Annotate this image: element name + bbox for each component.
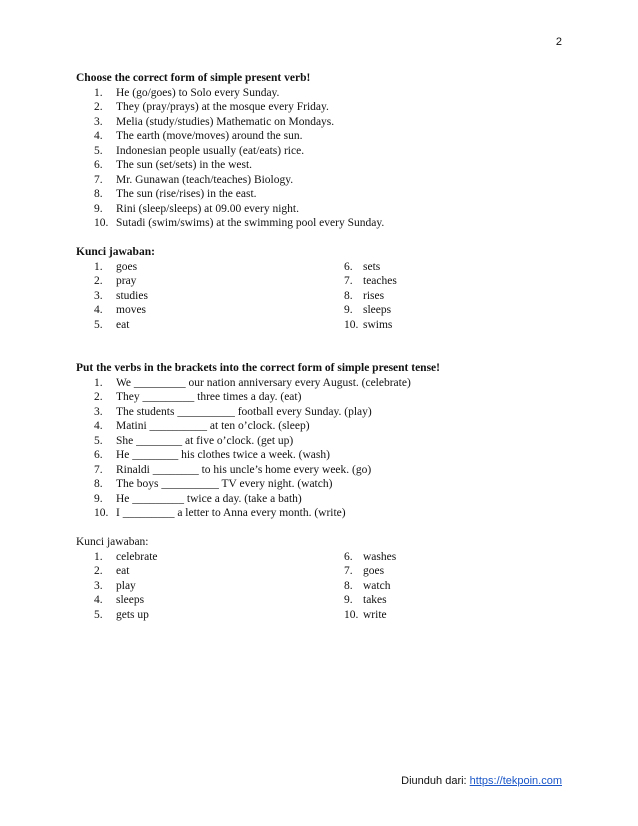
answer-text: goes <box>363 565 385 577</box>
answer-item <box>76 593 344 608</box>
item-number: 3. <box>94 115 103 128</box>
list-item <box>76 419 576 434</box>
answers2-grid <box>76 550 576 623</box>
item-text: Indonesian people usually (eat/eats) rice. <box>116 144 305 157</box>
list-item <box>76 216 576 231</box>
item-number: 7. <box>94 463 103 476</box>
answer-item <box>344 318 397 333</box>
list-item <box>76 115 576 130</box>
answer-item <box>344 608 396 623</box>
item-number: 10. <box>94 507 109 519</box>
answer-number: 2. <box>94 275 103 287</box>
answer-number: 9. <box>344 594 353 606</box>
answer-item <box>344 593 396 608</box>
item-text: Melia (study/studies) Mathematic on Mondays. <box>116 115 335 128</box>
item-text: Sutadi (swim/swims) at the swimming pool every Sunday. <box>116 217 385 229</box>
answer-text: takes <box>363 594 387 606</box>
answer-number: 10. <box>344 318 359 331</box>
answer-item <box>344 274 397 289</box>
item-text: Rini (sleep/sleeps) at 09.00 every night. <box>116 202 300 215</box>
answer-item <box>76 303 344 318</box>
item-text: She ________ at five o’clock. (get up) <box>116 434 294 447</box>
item-text: The sun (rise/rises) in the east. <box>116 188 257 200</box>
answer-item <box>344 550 396 565</box>
item-text: They (pray/prays) at the mosque every Friday. <box>116 101 329 113</box>
item-text: The sun (set/sets) in the west. <box>116 159 253 171</box>
answer-item <box>76 274 344 289</box>
answer-number: 8. <box>344 579 353 592</box>
answer-text: gets up <box>116 608 149 621</box>
answer-text: eat <box>116 565 130 577</box>
footer <box>401 775 562 787</box>
answer-number: 3. <box>94 579 103 592</box>
section2-heading: Put the verbs in the brackets into the correct form of simple present tense! <box>76 362 440 374</box>
answer-number: 8. <box>344 289 353 302</box>
answer-text: studies <box>116 289 148 302</box>
item-number: 2. <box>94 101 103 113</box>
item-number: 4. <box>94 420 103 432</box>
section1-list <box>76 86 576 231</box>
answers1-heading: Kunci jawaban: <box>76 246 155 258</box>
answer-text: teaches <box>363 275 397 287</box>
answer-item <box>76 608 344 623</box>
answer-number: 4. <box>94 304 103 316</box>
answer-text: sleeps <box>116 594 145 606</box>
list-item <box>76 158 576 173</box>
item-number: 5. <box>94 144 103 157</box>
section1-heading: Choose the correct form of simple present verb! <box>76 72 311 84</box>
item-number: 5. <box>94 434 103 447</box>
list-item <box>76 477 576 492</box>
answer-text: moves <box>116 304 147 316</box>
answer-number: 10. <box>344 608 359 621</box>
answer-number: 2. <box>94 565 103 577</box>
list-item <box>76 463 576 478</box>
answer-number: 6. <box>344 550 353 563</box>
list-item <box>76 448 576 463</box>
list-item <box>76 506 576 521</box>
list-item <box>76 187 576 202</box>
item-text: He ________ his clothes twice a week. (wash) <box>116 449 330 461</box>
item-number: 1. <box>94 86 103 99</box>
answer-number: 3. <box>94 289 103 302</box>
list-item <box>76 390 576 405</box>
item-number: 10. <box>94 217 109 229</box>
item-text: The students __________ football every Sunday. (play) <box>116 405 372 418</box>
answer-item <box>76 579 344 594</box>
item-text: He _________ twice a day. (take a bath) <box>116 492 302 505</box>
answer-number: 1. <box>94 550 103 563</box>
item-text: Rinaldi ________ to his uncle’s home every week. (go) <box>116 463 372 476</box>
list-item <box>76 173 576 188</box>
answer-text: watch <box>363 579 391 592</box>
answer-number: 4. <box>94 594 103 606</box>
answer-item <box>344 303 397 318</box>
section2-list <box>76 376 576 521</box>
item-text: Matini __________ at ten o’clock. (sleep) <box>116 420 310 432</box>
list-item <box>76 434 576 449</box>
item-number: 7. <box>94 173 103 186</box>
document-body <box>76 71 576 622</box>
answer-item <box>76 289 344 304</box>
list-item <box>76 492 576 507</box>
answer-item <box>344 579 396 594</box>
answer-text: play <box>116 579 136 592</box>
answer-item <box>344 289 397 304</box>
item-text: The earth (move/moves) around the sun. <box>116 130 303 142</box>
source-link[interactable]: https://tekpoin.com <box>469 775 562 787</box>
item-text: We _________ our nation anniversary every August. (celebrate) <box>116 376 411 389</box>
answers2-heading: Kunci jawaban: <box>76 536 149 548</box>
answer-item <box>344 260 397 275</box>
answer-text: eat <box>116 318 130 331</box>
item-text: He (go/goes) to Solo every Sunday. <box>116 86 280 99</box>
item-number: 8. <box>94 478 103 490</box>
list-item <box>76 86 576 101</box>
answer-number: 7. <box>344 565 353 577</box>
answer-number: 1. <box>94 260 103 273</box>
answer-text: rises <box>363 289 385 302</box>
item-text: They _________ three times a day. (eat) <box>116 391 302 403</box>
item-number: 1. <box>94 376 103 389</box>
answer-number: 7. <box>344 275 353 287</box>
answer-item <box>76 318 344 333</box>
list-item <box>76 129 576 144</box>
item-number: 9. <box>94 202 103 215</box>
answer-number: 9. <box>344 304 353 316</box>
list-item <box>76 376 576 391</box>
item-number: 8. <box>94 188 103 200</box>
answer-number: 5. <box>94 608 103 621</box>
answer-text: sleeps <box>363 304 392 316</box>
item-number: 4. <box>94 130 103 142</box>
item-text: Mr. Gunawan (teach/teaches) Biology. <box>116 173 294 186</box>
list-item <box>76 144 576 159</box>
answers1-grid <box>76 260 576 333</box>
answer-item <box>344 564 396 579</box>
answer-item <box>76 564 344 579</box>
list-item <box>76 100 576 115</box>
answer-item <box>76 260 344 275</box>
item-number: 6. <box>94 449 103 461</box>
answer-text: write <box>363 608 387 621</box>
answer-number: 5. <box>94 318 103 331</box>
answer-item <box>76 550 344 565</box>
item-text: I _________ a letter to Anna every month. (write) <box>116 507 346 519</box>
answer-text: sets <box>363 260 381 273</box>
item-number: 3. <box>94 405 103 418</box>
item-text: The boys __________ TV every night. (watch) <box>116 478 333 490</box>
answer-number: 6. <box>344 260 353 273</box>
item-number: 9. <box>94 492 103 505</box>
answer-text: swims <box>363 318 393 331</box>
answer-text: celebrate <box>116 550 158 563</box>
page-number: 2 <box>555 36 562 48</box>
answer-text: pray <box>116 275 137 287</box>
footer-label: Diunduh dari: <box>401 775 470 787</box>
item-number: 2. <box>94 391 103 403</box>
answer-text: goes <box>116 260 138 273</box>
answer-text: washes <box>363 550 397 563</box>
item-number: 6. <box>94 159 103 171</box>
list-item <box>76 202 576 217</box>
list-item <box>76 405 576 420</box>
